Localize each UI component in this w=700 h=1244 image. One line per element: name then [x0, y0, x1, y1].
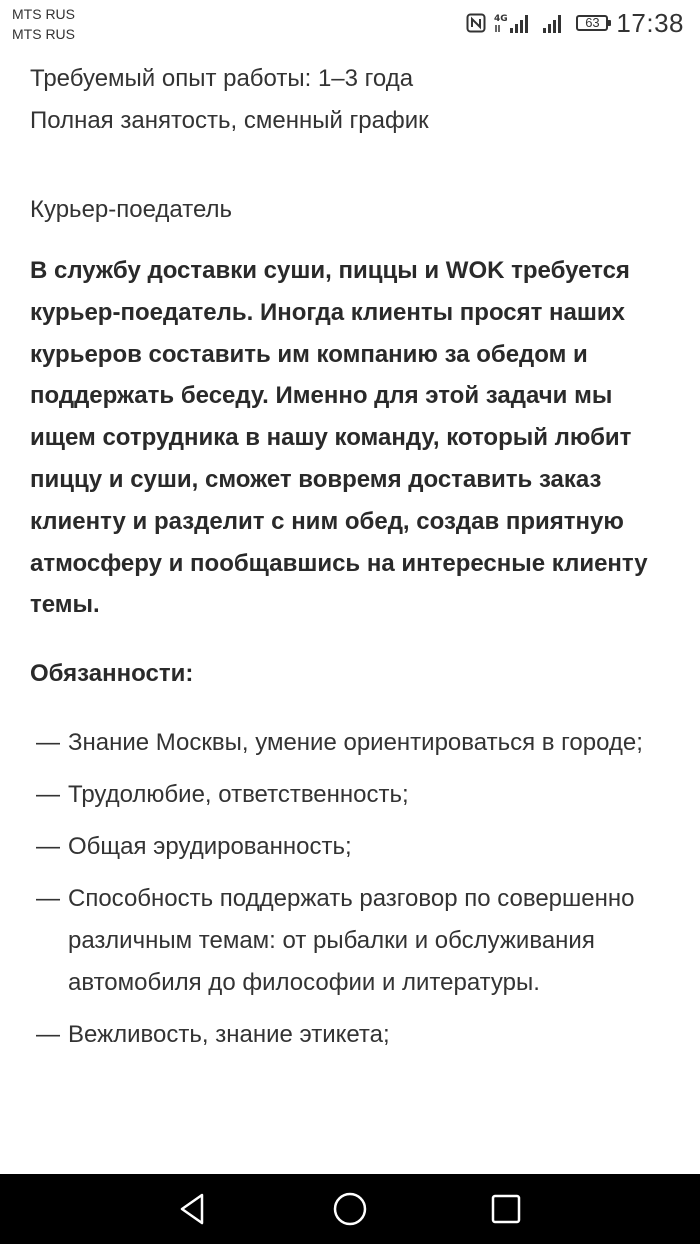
recent-apps-icon[interactable] — [488, 1191, 524, 1227]
duties-list — [30, 722, 670, 1056]
battery-level: 63 — [585, 15, 600, 30]
clock: 17:38 — [616, 7, 684, 38]
signal-icon — [542, 12, 568, 34]
carrier-info — [12, 4, 75, 44]
carrier-1: MTS RUS — [12, 6, 75, 22]
vacancy-content — [30, 58, 670, 1066]
employment-schedule: Полная занятость, сменный график — [30, 107, 429, 134]
experience-requirement: Требуемый опыт работы: 1–3 года — [30, 65, 414, 92]
status-indicators — [466, 8, 684, 38]
list-item — [30, 878, 670, 1004]
bullet-dash: — — [36, 885, 60, 913]
duty-text: Способность поддержать разговор по совершенно различным темам: от рыбалки и обслуживания автомобиля до философии и литературы. — [68, 885, 635, 997]
list-item — [30, 826, 670, 868]
list-item — [30, 1014, 670, 1056]
duty-text: Трудолюбие, ответственность; — [68, 781, 409, 809]
bullet-dash: — — [36, 833, 60, 861]
battery-icon — [576, 15, 608, 31]
carrier-2: MTS RUS — [12, 26, 75, 42]
duty-text: Вежливость, знание этикета; — [68, 1021, 390, 1049]
bullet-dash: — — [36, 781, 60, 809]
back-icon[interactable] — [176, 1191, 212, 1227]
duties-heading: Обязанности: — [30, 660, 194, 688]
list-item — [30, 774, 670, 816]
job-description: В службу доставки суши, пиццы и WOK требуется курьер-поедатель. Иногда клиенты просят наших курьеров составить им компанию за обедом и поддержать беседу. Именно для этой задачи мы ищем сотрудника в нашу команду, который любит пиццу и суши, сможет вовремя доставить заказ клиенту и разделит с ним обед, создав приятную атмосферу и пообщавшись на интересные клиенту темы. — [30, 257, 648, 619]
home-icon[interactable] — [332, 1191, 368, 1227]
signal-4g-icon — [494, 12, 534, 34]
nfc-icon — [466, 13, 486, 33]
list-item — [30, 722, 670, 764]
svg-text:4G: 4G — [494, 14, 509, 24]
navigation-bar — [0, 1174, 700, 1244]
job-title: Курьер-поедатель — [30, 196, 233, 223]
bullet-dash: — — [36, 1021, 60, 1049]
duty-text: Знание Москвы, умение ориентироваться в городе; — [68, 729, 643, 757]
bullet-dash: — — [36, 729, 60, 757]
duty-text: Общая эрудированность; — [68, 833, 352, 861]
status-bar — [0, 0, 700, 48]
